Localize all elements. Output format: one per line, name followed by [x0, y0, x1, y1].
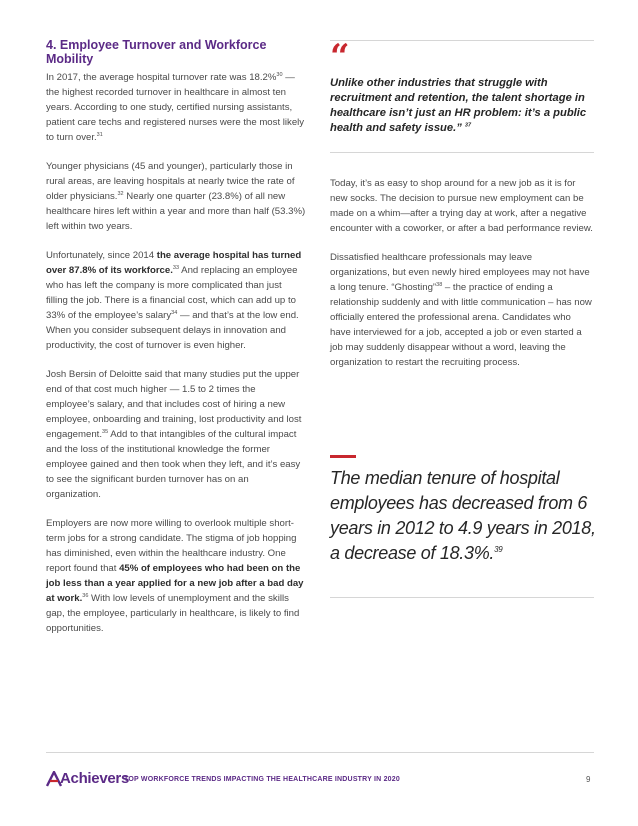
text-run: Josh Bersin of Deloitte said that many studies put the upper end of that cost much higher — 1.5 to 2 times the employee’s salary, and that includes cost of hiring a new employee, onboarding and training, lost productivity and lost engagement.	[46, 369, 302, 440]
pullquote	[330, 466, 600, 566]
pullquote-accent-bar	[330, 455, 356, 458]
text-run: Unfortunately, since 2014	[46, 250, 157, 261]
text-run: Employers are now more willing to overlook multiple short-term jobs for a strong candidate. The stigma of job hopping has diminished, even within the healthcare industry. One report found that	[46, 518, 297, 574]
footnote-ref: 35	[102, 428, 109, 435]
text-run: The median tenure of hospital employees has decreased from 6 years in 2012 to 4.9 years in 2018, a decrease of 18.3%.	[330, 468, 596, 563]
footnote-ref: 37	[464, 122, 472, 129]
logo-wordmark: Achievers	[60, 770, 130, 787]
text-run: In 2017, the average hospital turnover rate was 18.2%	[46, 72, 277, 83]
text-run: Today, it’s as easy to shop around for a new job as it is for new socks. The decision to pursue new employment can be made on a whim—after a trying day at work, after a negative encounter with a coworker, or after a bad performance review.	[330, 178, 593, 234]
quote-top-rule	[330, 40, 594, 41]
left-column	[46, 70, 306, 650]
right-column	[330, 176, 594, 384]
text-run: Add to that intangibles of the cultural impact and the loss of the institutional knowledge the former employee gained and then took when they left, and it’s easy to see the significant burden turnover has on an organization.	[46, 429, 301, 500]
paragraph	[46, 248, 306, 353]
text-run: Nearly one quarter (23.8%) of all new healthcare hires left within a year and more than half (53.3%) left within two years.	[46, 191, 306, 232]
achievers-logo	[46, 770, 129, 787]
footer-title: TOP WORKFORCE TRENDS IMPACTING THE HEALTHCARE INDUSTRY IN 2020	[124, 776, 400, 783]
text-run: And replacing an employee who has left the company is more complicated than just filling the job. There is a financial cost, which can add up to 33% of the employee’s salary	[46, 265, 298, 321]
paragraph	[46, 159, 306, 234]
footnote-ref: 38	[436, 281, 443, 288]
quote-bottom-rule	[330, 152, 594, 153]
paragraph	[46, 70, 306, 145]
text-run: With low levels of unemployment and the skills gap, the employee, particularly in healthcare, is likely to find opportunities.	[46, 593, 300, 634]
paragraph	[46, 516, 306, 636]
quote-mark: “	[330, 37, 350, 77]
footer-rule	[46, 752, 594, 753]
footnote-ref: 36	[82, 592, 89, 599]
pullquote-bottom-rule	[330, 597, 594, 598]
footnote-ref: 39	[494, 545, 503, 554]
bold-text: 45% of employees who had been on the job less than a year applied for a new job after a bad day at work.	[46, 563, 304, 604]
highlight-quote	[330, 76, 594, 136]
paragraph	[330, 250, 594, 370]
footnote-ref: 34	[171, 309, 178, 316]
text-run: — and that’s at the low end. When you consider subsequent delays in innovation and productivity, the cost of turnover is even higher.	[46, 310, 299, 351]
text-run: Unlike other industries that struggle with recruitment and retention, the talent shortage in healthcare isn’t just an HR problem: it’s a public health and safety issue.”	[330, 77, 587, 134]
footnote-ref: 32	[117, 190, 124, 197]
text-run: — the highest recorded turnover in healthcare in almost ten years. According to one study, certified nursing assistants, patient care techs and registered nurses were the most likely to turn over.	[46, 72, 305, 143]
text-run: – the practice of ending a relationship suddenly and with little communication – has now officially entered the professional arena. Candidates who have interviewed for a job, accepted a job or even started a job may suddenly disappear without a word, leaving the organization to restart the recruiting process.	[330, 282, 592, 368]
footnote-ref: 30	[276, 71, 283, 78]
footnote-ref: 31	[96, 131, 103, 138]
section-title: 4. Employee Turnover and Workforce Mobility	[46, 38, 267, 66]
bold-text: the average hospital has turned over 87.8% of its workforce.	[46, 250, 302, 276]
paragraph	[330, 176, 594, 236]
paragraph	[46, 367, 306, 502]
footnote-ref: 33	[172, 264, 180, 271]
text-run: Dissatisfied healthcare professionals may leave organizations, but even newly hired employees may not have a long tenure. “Ghosting”	[330, 252, 590, 293]
page-number: 9	[586, 775, 591, 784]
text-run: Younger physicians (45 and younger), particularly those in rural areas, are leaving hospitals at nearly twice the rate of older physicians.	[46, 161, 295, 202]
